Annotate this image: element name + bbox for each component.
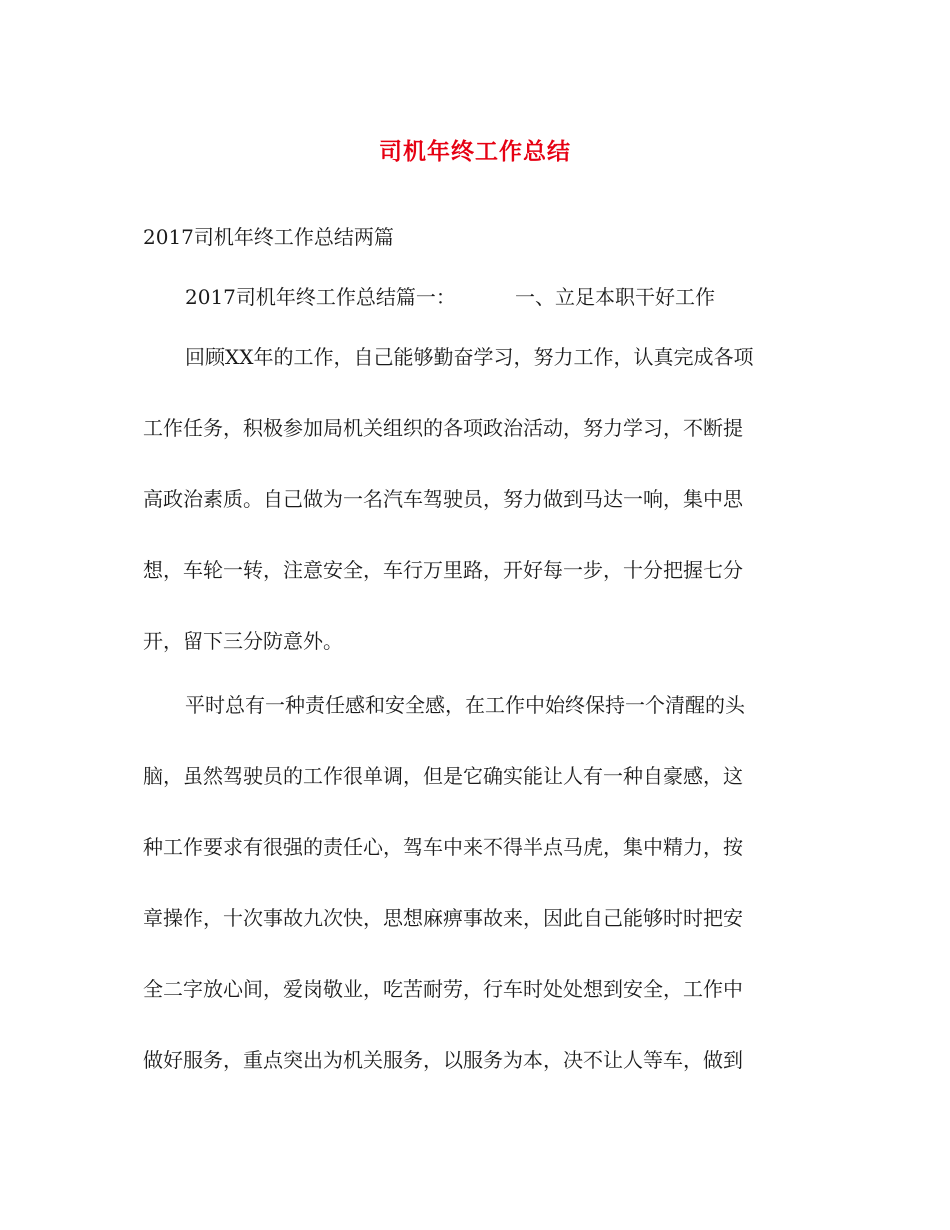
- paragraph-2-line-6: 做好服务，重点突出为机关服务，以服务为本，决不让人等车，做到: [143, 1048, 743, 1072]
- paragraph-1-line-3: 高政治素质。自己做为一名汽车驾驶员，努力做到马达一响，集中思: [143, 487, 743, 511]
- paragraph-1-line-1: 回顾XX年的工作，自己能够勤奋学习，努力工作，认真完成各项: [185, 345, 754, 369]
- part-heading: 2017司机年终工作总结篇一：: [185, 285, 456, 309]
- paragraph-2-line-4: 章操作，十次事故九次快，思想麻痹事故来，因此自己能够时时把安: [143, 906, 743, 930]
- paragraph-2-line-5: 全二字放心间，爱岗敬业，吃苦耐劳，行车时处处想到安全，工作中: [143, 977, 743, 1001]
- paragraph-2-line-1: 平时总有一种责任感和安全感，在工作中始终保持一个清醒的头: [185, 693, 745, 717]
- paragraph-2-line-3: 种工作要求有很强的责任心，驾车中来不得半点马虎，集中精力，按: [143, 835, 743, 859]
- document-title: 司机年终工作总结: [379, 138, 571, 165]
- document-subtitle: 2017司机年终工作总结两篇: [143, 225, 394, 249]
- paragraph-1-line-5: 开，留下三分防意外。: [143, 629, 343, 653]
- paragraph-2-line-2: 脑，虽然驾驶员的工作很单调，但是它确实能让人有一种自豪感，这: [143, 764, 743, 788]
- paragraph-1-line-2: 工作任务，积极参加局机关组织的各项政治活动，努力学习，不断提: [143, 416, 743, 440]
- section-heading: 一、立足本职干好工作: [515, 285, 715, 309]
- paragraph-1-line-4: 想，车轮一转，注意安全，车行万里路，开好每一步，十分把握七分: [143, 558, 743, 582]
